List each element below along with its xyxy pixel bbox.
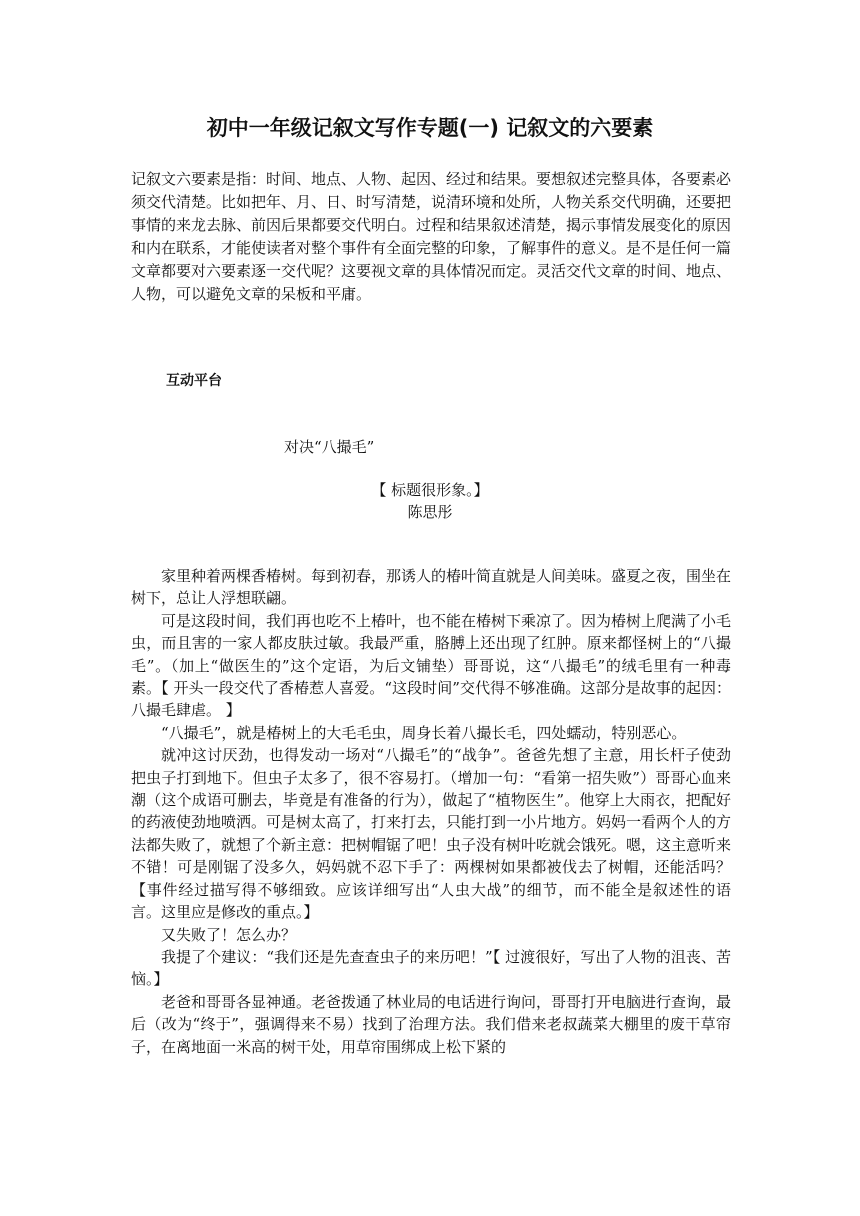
essay-paragraph: 可是这段时间，我们再也吃不上椿叶，也不能在椿树下乘凉了。因为椿树上爬满了小毛虫，而且害的一家人都皮肤过敏。我最严重，胳膊上还出现了红肿。原来都怪树上的“八撮毛”。（加上“做医生的”这个定语，为后文铺垫）哥哥说，这“八撮毛”的绒毛里有一种毒素。【 开头一段交代了香椿惹人喜爱。“这段时间”交代得不够准确。这部分是故事的起因：八撮毛肆虐。 】 bbox=[131, 611, 732, 720]
title-comment: 【 标题很形象。】 bbox=[371, 481, 489, 499]
essay-paragraph: 家里种着两棵香椿树。每到初春，那诱人的椿叶简直就是人间美味。盛夏之夜，围坐在树下，总让人浮想联翩。 bbox=[131, 567, 732, 608]
essay-paragraph: 又失败了！怎么办？ bbox=[161, 925, 297, 944]
essay-author: 陈思彤 bbox=[407, 503, 453, 521]
essay-body bbox=[131, 565, 731, 1058]
document-title: 初中一年级记叙文写作专题(一) 记叙文的六要素 bbox=[206, 116, 654, 140]
section-title: 互动平台 bbox=[166, 373, 222, 389]
essay-paragraph: “八撮毛”，就是椿树上的大毛毛虫，周身长着八撮长毛，四处蠕动，特别恶心。 bbox=[161, 723, 687, 742]
essay-paragraph: 我提了个建议：“我们还是先查查虫子的来历吧！”【 过渡很好，写出了人物的沮丧、苦恼。】 bbox=[131, 947, 731, 989]
intro-paragraph: 记叙文六要素是指：时间、地点、人物、起因、经过和结果。要想叙述完整具体，各要素必须交代清楚。比如把年、月、日、时写清楚，说清环境和处所，人物关系交代明确，还要把事情的来龙去脉、前因后果都要交代明白。过程和结果叙述清楚，揭示事情发展变化的原因和内在联系，才能使读者对整个事件有全面完整的印象，了解事件的意义。是不是任何一篇文章都要对六要素逐一交代呢？这要视文章的具体情况而定。灵活交代文章的时间、地点、人物，可以避免文章的呆板和平庸。 bbox=[131, 170, 732, 303]
essay-paragraph: 就冲这讨厌劲，也得发动一场对“八撮毛”的“战争”。爸爸先想了主意，用长杆子使劲把虫子打到地下。但虫子太多了，很不容易打。（增加一句：“看第一招失败”）哥哥心血来潮（这个成语可删去，毕竟是有准备的行为），做起了“植物医生”。他穿上大雨衣，把配好的药液使劲地喷洒。可是树太高了，打来打去，只能打到一小片地方。妈妈一看两个人的方法都失败了，就想了个新主意：把树帽锯了吧！虫子没有树叶吃就会饿死。嗯，这主意听来不错！可是刚锯了没多久，妈妈就不忍下手了：两棵树如果都被伐去了树帽，还能活吗？【事件经过描写得不够细致。应该详细写出“人虫大战”的细节，而不能全是叙述性的语言。这里应是修改的重点。】 bbox=[131, 746, 732, 922]
essay-paragraph: 老爸和哥哥各显神通。老爸拨通了林业局的电话进行询问，哥哥打开电脑进行查询，最后（改为“终于”，强调得来不易）找到了治理方法。我们借来老叔蔬菜大棚里的废干草帘子，在离地面一米高的树干处，用草帘围绑成上松下紧的 bbox=[131, 992, 732, 1056]
essay-title: 对决“八撮毛” bbox=[284, 438, 375, 456]
